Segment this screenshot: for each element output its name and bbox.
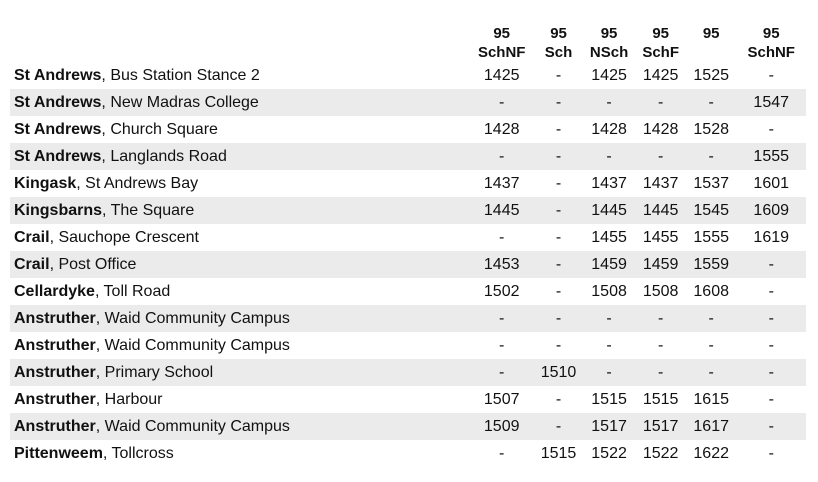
stop-place: , Sauchope Crescent [49,228,199,246]
departure-time: 1547 [736,89,806,116]
departure-time: - [583,143,636,170]
departure-time: - [534,143,582,170]
stop-place: , Toll Road [94,282,171,300]
departure-time: - [686,143,737,170]
stop-name [10,359,469,386]
stop-town: Anstruther [14,336,96,354]
departure-time: - [686,305,737,332]
departure-time: 1555 [736,143,806,170]
column-header [635,14,686,62]
departure-time: 1428 [483,120,520,138]
timetable [10,14,806,467]
departure-time: - [768,390,774,408]
stop-column-header [10,14,469,62]
departure-time: 1459 [635,251,686,278]
departure-time: 1455 [591,228,627,246]
departure-time: - [555,282,562,300]
departure-time: 1455 [642,228,679,246]
table-row [10,413,806,440]
day-code: SchNF [747,44,795,61]
stop-name [10,278,469,305]
departure-time: - [768,336,774,354]
column-header [534,14,582,62]
departure-time: 1509 [469,413,534,440]
day-code: NSch [589,44,629,61]
column-header [736,14,806,62]
departure-time: 1425 [483,66,520,84]
departure-time: - [768,282,774,300]
departure-time: - [534,251,582,278]
table-row [10,359,806,386]
departure-time: 1537 [693,174,729,192]
departure-time: - [469,143,534,170]
stop-town: Pittenweem [14,444,103,462]
departure-time: 1515 [591,390,627,408]
stop-town: Crail [14,255,50,273]
day-code: Sch [544,44,573,61]
table-row [10,143,806,170]
departure-time: 1508 [642,282,679,300]
departure-time: - [499,228,505,246]
header-row [10,14,806,62]
departure-time: - [555,336,562,354]
stop-place: , Waid Community Campus [95,336,290,354]
stop-place: , Tollcross [102,444,174,462]
departure-time: - [736,251,806,278]
departure-time: 1437 [642,174,679,192]
departure-time: 1445 [635,197,686,224]
departure-time: - [555,120,562,138]
table-row [10,278,806,305]
stop-place: , Post Office [49,255,137,273]
departure-time: - [469,359,534,386]
departure-time: - [555,390,562,408]
stop-town: Crail [14,228,50,246]
departure-time: 1555 [693,228,729,246]
route-number: 95 [702,25,720,42]
departure-time: 1453 [469,251,534,278]
departure-time: - [534,197,582,224]
departure-time: 1445 [469,197,534,224]
departure-time: 1445 [583,197,636,224]
departure-time: - [534,413,582,440]
departure-time: 1522 [642,444,679,462]
departure-time: - [534,305,582,332]
departure-time: - [708,336,714,354]
stop-town: Anstruther [14,390,96,408]
departure-time: 1517 [583,413,636,440]
departure-time: 1508 [591,282,627,300]
stop-town: Anstruther [14,363,96,381]
route-number: 95 [550,25,567,42]
stop-town: Cellardyke [14,282,95,300]
stop-place: , Bus Station Stance 2 [101,66,260,84]
stop-place: , Church Square [101,120,218,138]
table-row [10,62,806,89]
stop-name [10,62,469,89]
departure-time: 1510 [534,359,582,386]
stop-place: , The Square [102,201,195,219]
departure-time: 1559 [686,251,737,278]
departure-time: - [499,444,505,462]
day-code [686,43,737,62]
column-header [583,14,636,62]
table-row [10,197,806,224]
departure-time: 1515 [642,390,679,408]
stop-town: St Andrews [14,120,102,138]
stop-name [10,143,469,170]
departure-time: - [635,305,686,332]
departure-time: 1428 [642,120,679,138]
route-number: 95 [493,25,511,42]
stop-town: St Andrews [14,93,102,111]
departure-time: - [583,89,636,116]
stop-place: , St Andrews Bay [76,174,199,192]
departure-time: 1545 [686,197,737,224]
stop-name [10,116,469,143]
departure-time: - [657,336,664,354]
departure-time: - [583,305,636,332]
stop-place: , Harbour [95,390,163,408]
stop-name [10,89,469,116]
day-code: SchNF [477,44,526,61]
departure-time: - [534,89,582,116]
table-row [10,386,806,413]
departure-time: - [768,120,774,138]
route-number: 95 [652,25,669,42]
departure-time: - [768,444,774,462]
departure-time: - [635,359,686,386]
table-row [10,170,806,197]
departure-time: - [635,89,686,116]
route-number: 95 [600,25,618,42]
table-row [10,116,806,143]
route-number: 95 [762,25,780,42]
departure-time: 1622 [693,444,729,462]
stop-name [10,251,469,278]
stop-name [10,440,469,467]
table-row [10,332,806,359]
stop-name [10,386,469,413]
table-row [10,440,806,467]
stop-name [10,413,469,440]
departure-time: 1437 [591,174,627,192]
departure-time: 1522 [591,444,627,462]
stop-town: Anstruther [14,417,96,435]
departure-time: - [686,359,737,386]
departure-time: - [469,89,534,116]
table-row [10,89,806,116]
table-row [10,251,806,278]
stop-place: , Waid Community Campus [95,309,290,327]
departure-time: 1507 [483,390,520,408]
departure-time: - [736,413,806,440]
departure-time: 1459 [583,251,636,278]
column-header [686,14,737,62]
stop-place: , Waid Community Campus [95,417,290,435]
departure-time: 1601 [753,174,790,192]
departure-time: - [555,66,562,84]
stop-name [10,224,469,251]
departure-time: - [736,359,806,386]
stop-town: St Andrews [14,66,102,84]
departure-time: 1502 [483,282,520,300]
departure-time: 1609 [736,197,806,224]
departure-time: - [583,359,636,386]
departure-time: 1517 [635,413,686,440]
table-row [10,305,806,332]
departure-time: - [768,66,774,84]
departure-time: 1615 [693,390,729,408]
departure-time: - [499,336,505,354]
departure-time: 1425 [642,66,679,84]
stop-town: St Andrews [14,147,102,165]
stop-place: , Langlands Road [101,147,227,165]
departure-time: - [555,228,562,246]
departure-time: - [469,305,534,332]
departure-time: 1428 [591,120,627,138]
stop-town: Kingask [14,174,77,192]
departure-time: - [555,174,562,192]
departure-time: 1525 [693,66,729,84]
departure-time: 1425 [591,66,627,84]
stop-place: , New Madras College [101,93,259,111]
stop-town: Kingsbarns [14,201,103,219]
day-code: SchF [642,44,679,61]
table-row [10,224,806,251]
departure-time: 1437 [483,174,520,192]
stop-name [10,332,469,359]
stop-name [10,197,469,224]
departure-time: 1619 [753,228,790,246]
stop-name [10,305,469,332]
stop-town: Anstruther [14,309,96,327]
column-header [469,14,534,62]
departure-time: 1528 [693,120,729,138]
departure-time: 1608 [693,282,729,300]
departure-time: 1515 [540,444,577,462]
departure-time: - [606,336,612,354]
stop-place: , Primary School [95,363,214,381]
departure-time: - [736,305,806,332]
stop-name [10,170,469,197]
departure-time: - [686,89,737,116]
departure-time: - [635,143,686,170]
departure-time: 1617 [686,413,737,440]
